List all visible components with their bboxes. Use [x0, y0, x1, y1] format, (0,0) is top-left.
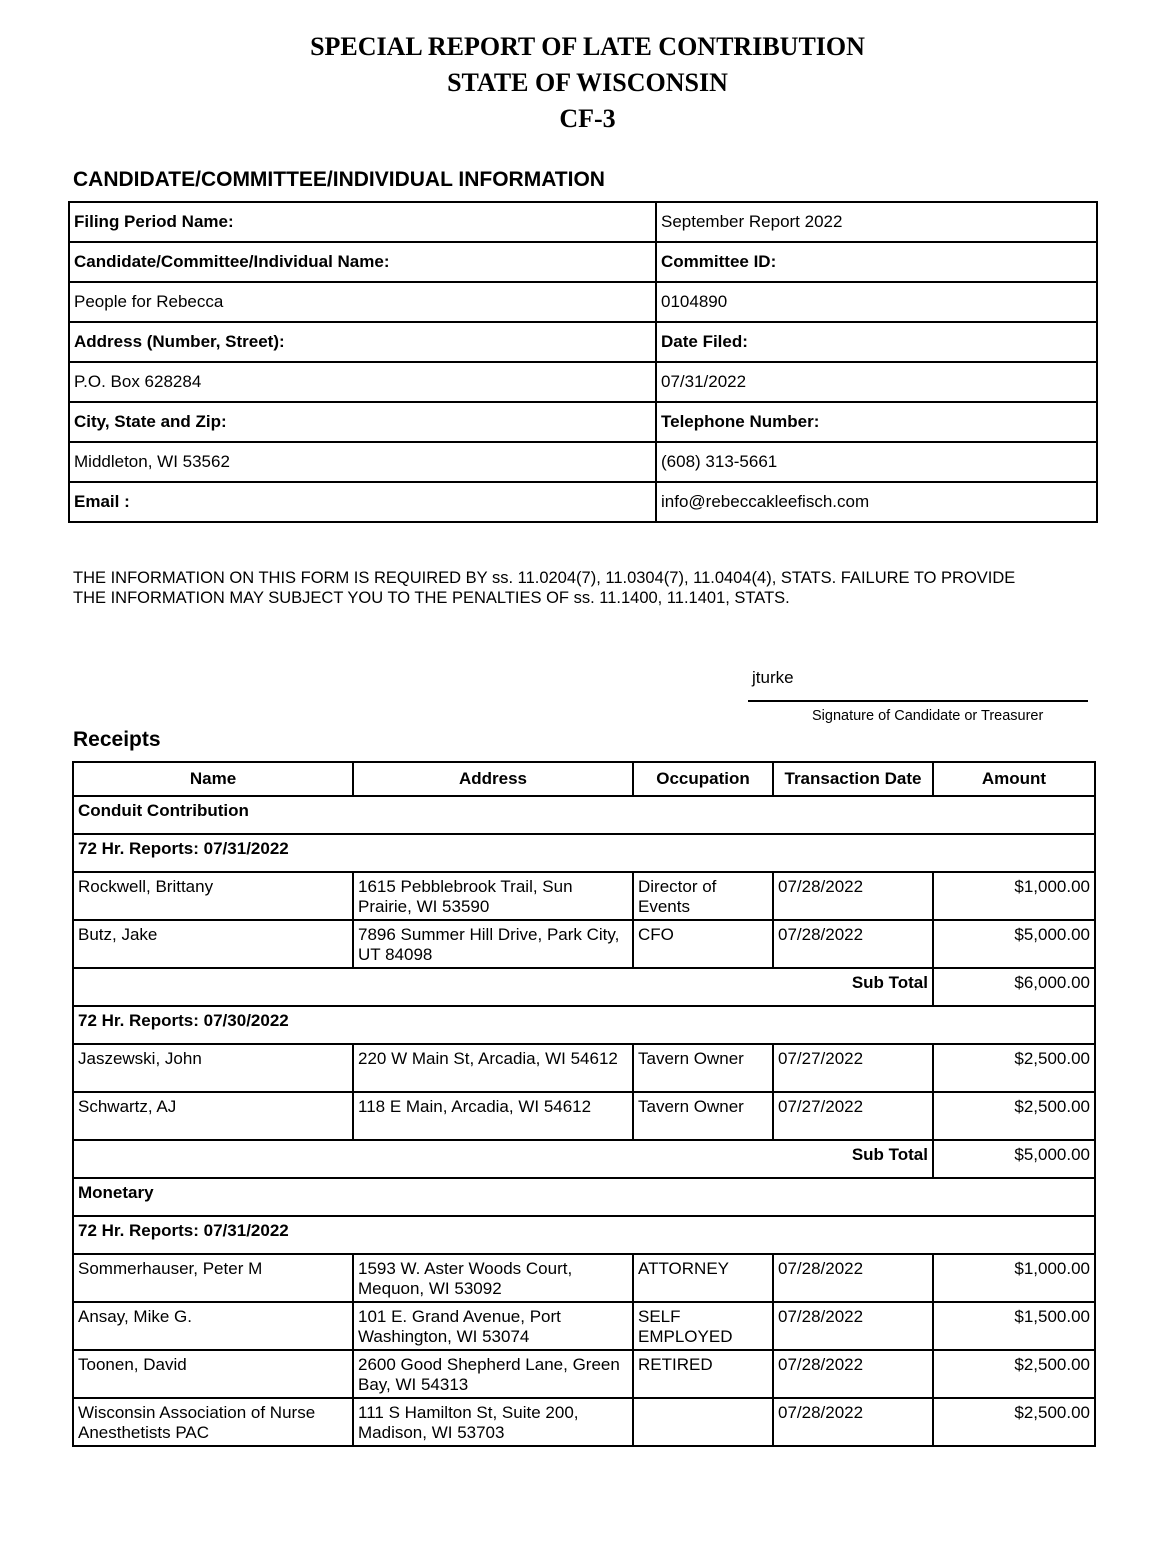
filing-period-label: Filing Period Name: [69, 202, 656, 242]
contributor-occupation: ATTORNEY [633, 1254, 773, 1302]
contribution-amount: $1,000.00 [933, 872, 1095, 920]
contributor-name: Wisconsin Association of Nurse Anesthetists PAC [73, 1398, 353, 1446]
filing-period-value: September Report 2022 [656, 202, 1097, 242]
category-monetary: Monetary [73, 1178, 1095, 1216]
subtotal-label: Sub Total [73, 1140, 933, 1178]
contribution-amount: $2,500.00 [933, 1398, 1095, 1446]
contributor-occupation: Tavern Owner [633, 1044, 773, 1092]
subtotal-amount: $6,000.00 [933, 968, 1095, 1006]
date-filed-label: Date Filed: [656, 322, 1097, 362]
address-value: P.O. Box 628284 [69, 362, 656, 402]
contributor-occupation: CFO [633, 920, 773, 968]
contributor-occupation: Tavern Owner [633, 1092, 773, 1140]
column-header-name: Name [73, 762, 353, 796]
contributor-address: 1593 W. Aster Woods Court, Mequon, WI 53092 [353, 1254, 633, 1302]
contribution-amount: $2,500.00 [933, 1092, 1095, 1140]
receipts-table [72, 761, 1096, 1447]
city-value: Middleton, WI 53562 [69, 442, 656, 482]
contributor-name: Rockwell, Brittany [73, 872, 353, 920]
legal-notice-line1: THE INFORMATION ON THIS FORM IS REQUIRED BY ss. 11.0204(7), 11.0304(7), 11.0404(4), STATS. FAILURE TO PROVIDE [73, 569, 1016, 587]
contributor-name: Jaszewski, John [73, 1044, 353, 1092]
signature-line [748, 700, 1088, 702]
contributor-occupation: SELF EMPLOYED [633, 1302, 773, 1350]
contributor-address: 111 S Hamilton St, Suite 200, Madison, WI 53703 [353, 1398, 633, 1446]
address-label: Address (Number, Street): [69, 322, 656, 362]
contributor-address: 2600 Good Shepherd Lane, Green Bay, WI 54313 [353, 1350, 633, 1398]
telephone-value: (608) 313-5661 [656, 442, 1097, 482]
table-row [73, 1092, 1095, 1140]
contributor-address: 1615 Pebblebrook Trail, Sun Prairie, WI 53590 [353, 872, 633, 920]
contributor-occupation [633, 1398, 773, 1446]
contribution-amount: $2,500.00 [933, 1350, 1095, 1398]
subtotal-row [73, 968, 1095, 1006]
form-title-line2: STATE OF WISCONSIN [447, 68, 728, 97]
contributor-name: Schwartz, AJ [73, 1092, 353, 1140]
transaction-date: 07/28/2022 [773, 1398, 933, 1446]
table-row [73, 1044, 1095, 1092]
group-heading: 72 Hr. Reports: 07/31/2022 [73, 834, 1095, 872]
contributor-name: Ansay, Mike G. [73, 1302, 353, 1350]
contributor-occupation: RETIRED [633, 1350, 773, 1398]
column-header-amount: Amount [933, 762, 1095, 796]
table-row [73, 1350, 1095, 1398]
category-conduit-contribution: Conduit Contribution [73, 796, 1095, 834]
subtotal-row [73, 1140, 1095, 1178]
email-label: Email : [69, 482, 656, 522]
contributor-name: Toonen, David [73, 1350, 353, 1398]
group-heading: 72 Hr. Reports: 07/31/2022 [73, 1216, 1095, 1254]
telephone-label: Telephone Number: [656, 402, 1097, 442]
form-title-line3: CF-3 [559, 104, 616, 133]
contributor-address: 118 E Main, Arcadia, WI 54612 [353, 1092, 633, 1140]
city-label: City, State and Zip: [69, 402, 656, 442]
form-title-line1: SPECIAL REPORT OF LATE CONTRIBUTION [310, 32, 865, 61]
table-row [73, 1398, 1095, 1446]
column-header-address: Address [353, 762, 633, 796]
table-row [73, 1302, 1095, 1350]
subtotal-label: Sub Total [73, 968, 933, 1006]
transaction-date: 07/28/2022 [773, 1350, 933, 1398]
receipts-heading: Receipts [73, 728, 161, 751]
info-section-heading: CANDIDATE/COMMITTEE/INDIVIDUAL INFORMATION [73, 168, 605, 191]
signature-caption: Signature of Candidate or Treasurer [812, 708, 1044, 724]
contribution-amount: $5,000.00 [933, 920, 1095, 968]
column-header-transaction-date: Transaction Date [773, 762, 933, 796]
transaction-date: 07/27/2022 [773, 1044, 933, 1092]
transaction-date: 07/28/2022 [773, 1302, 933, 1350]
form-title [0, 29, 1175, 137]
transaction-date: 07/27/2022 [773, 1092, 933, 1140]
transaction-date: 07/28/2022 [773, 872, 933, 920]
contributor-address: 101 E. Grand Avenue, Port Washington, WI 53074 [353, 1302, 633, 1350]
contribution-amount: $1,000.00 [933, 1254, 1095, 1302]
date-filed-value: 07/31/2022 [656, 362, 1097, 402]
group-heading: 72 Hr. Reports: 07/30/2022 [73, 1006, 1095, 1044]
contribution-amount: $2,500.00 [933, 1044, 1095, 1092]
transaction-date: 07/28/2022 [773, 1254, 933, 1302]
info-table [68, 201, 1098, 523]
contribution-amount: $1,500.00 [933, 1302, 1095, 1350]
email-value: info@rebeccakleefisch.com [656, 482, 1097, 522]
legal-notice-line2: THE INFORMATION MAY SUBJECT YOU TO THE PENALTIES OF ss. 11.1400, 11.1401, STATS. [73, 589, 790, 607]
contributor-address: 220 W Main St, Arcadia, WI 54612 [353, 1044, 633, 1092]
legal-notice [73, 568, 1123, 608]
name-label: Candidate/Committee/Individual Name: [69, 242, 656, 282]
table-row [73, 920, 1095, 968]
table-row [73, 872, 1095, 920]
name-value: People for Rebecca [69, 282, 656, 322]
column-header-occupation: Occupation [633, 762, 773, 796]
contributor-address: 7896 Summer Hill Drive, Park City, UT 84098 [353, 920, 633, 968]
committee-id-label: Committee ID: [656, 242, 1097, 282]
contributor-name: Sommerhauser, Peter M [73, 1254, 353, 1302]
transaction-date: 07/28/2022 [773, 920, 933, 968]
contributor-name: Butz, Jake [73, 920, 353, 968]
signature-name: jturke [752, 668, 794, 687]
committee-id-value: 0104890 [656, 282, 1097, 322]
table-row [73, 1254, 1095, 1302]
contributor-occupation: Director of Events [633, 872, 773, 920]
receipts-header-row [73, 762, 1095, 796]
subtotal-amount: $5,000.00 [933, 1140, 1095, 1178]
